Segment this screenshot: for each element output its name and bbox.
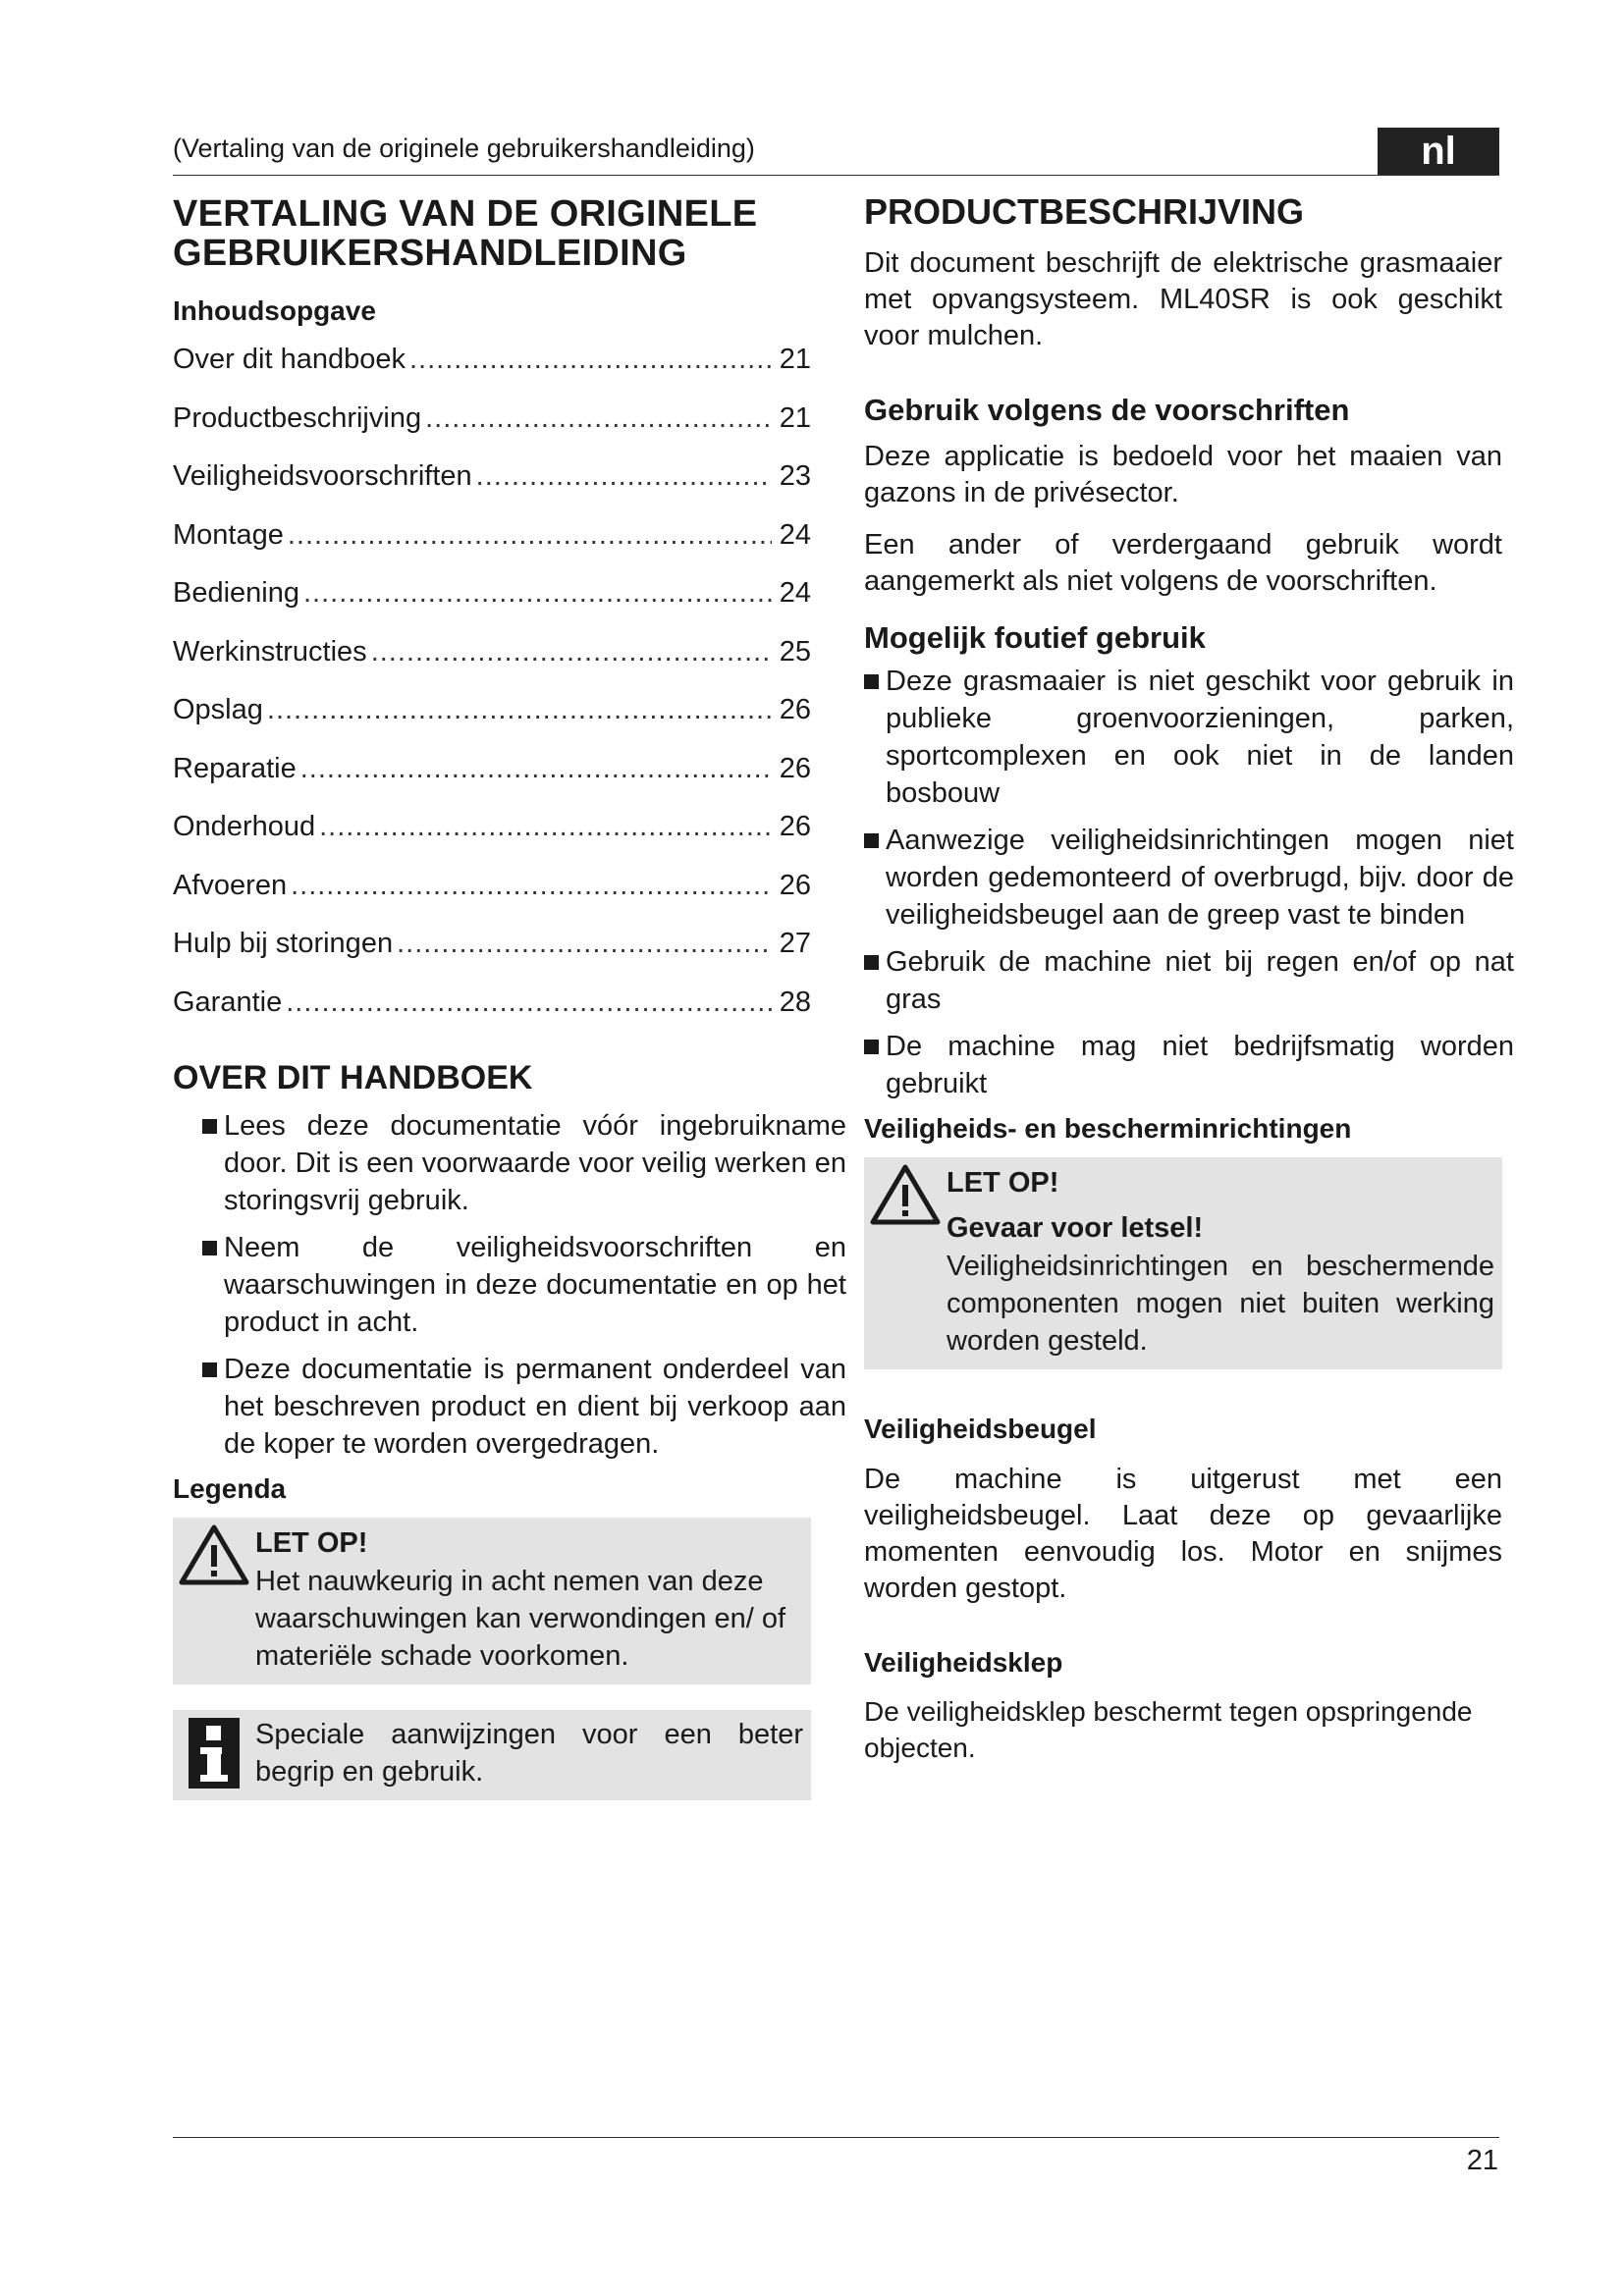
- list-item: Neem de veiligheidsvoorschriften en waarschuwingen in deze documentatie en op het product in acht.: [173, 1229, 846, 1341]
- list-item: Deze grasmaaier is niet geschikt voor gebruik in publieke groenvoorzieningen, parken, sportcomplexen en ook niet in de landen bosbouw: [835, 663, 1514, 812]
- toc-label: Onderhoud: [173, 811, 316, 842]
- language-tab: nl: [1378, 128, 1499, 175]
- toc-page: 21: [779, 344, 811, 375]
- list-item: De machine mag niet bedrijfsmatig worden gebruikt: [835, 1028, 1514, 1102]
- toc-page: 25: [779, 635, 811, 667]
- legend-heading: Legenda: [173, 1473, 287, 1504]
- header-divider: [173, 175, 1499, 176]
- toc-entry: [173, 634, 811, 693]
- toc-label: Werkinstructies: [173, 635, 367, 667]
- safety-warning-box: [864, 1157, 1502, 1369]
- toc-entry: [173, 751, 811, 810]
- safety-flap-text: De veiligheidsklep beschermt tegen opspringende objecten.: [864, 1696, 1473, 1763]
- list-item: Deze documentatie is permanent onderdeel van het beschreven product en dient bij verkoop aan de koper te worden overgedragen.: [173, 1351, 846, 1463]
- page-number: 21: [1466, 2145, 1498, 2176]
- legend-warning-box: [173, 1518, 811, 1684]
- toc-entry: [173, 985, 811, 1043]
- product-heading: PRODUCTBESCHRIJVING: [864, 191, 1305, 232]
- toc-page: 26: [779, 752, 811, 784]
- main-title: VERTALING VAN DE ORIGINELE GEBRUIKERSHANDLEIDING: [173, 193, 758, 274]
- safety-devices-heading: Veiligheids- en bescherminrichtingen: [864, 1113, 1352, 1144]
- toc-label: Montage: [173, 518, 284, 551]
- safety-bar-text: De machine is uitgerust met een veiligheidsbeugel. Laat deze op gevaarlijke momenten eenvoudig los. Motor en snijmes worden gestopt.: [864, 1464, 1502, 1604]
- safety-warning-text: Veiligheidsinrichtingen en beschermende componenten mogen niet buiten werking worden gesteld.: [947, 1251, 1494, 1357]
- right-column: [864, 191, 1514, 1766]
- toc-page: 24: [779, 518, 811, 551]
- legend-warning-text: Het nauwkeurig in acht nemen van deze waarschuwingen kan verwondingen en/ of materiële schade voorkomen.: [255, 1566, 786, 1672]
- list-item: Lees deze documentatie vóór ingebruikname door. Dit is een voorwaarde voor veilig werken en storingsvrij gebruik.: [173, 1107, 846, 1219]
- warning-triangle-icon: [173, 1518, 255, 1684]
- toc-leader-dots: [476, 458, 772, 495]
- toc-heading: Inhoudsopgave: [173, 295, 376, 326]
- toc-leader-dots: [267, 692, 772, 728]
- misuse-bullets: [835, 663, 1514, 1102]
- toc-label: Garantie: [173, 986, 283, 1018]
- toc-leader-dots: [319, 809, 772, 845]
- toc-entry: [173, 575, 811, 634]
- toc-page: 21: [779, 401, 811, 434]
- table-of-contents: [173, 342, 811, 1042]
- toc-page: 23: [779, 460, 811, 492]
- toc-leader-dots: [300, 751, 772, 787]
- toc-entry: [173, 868, 811, 927]
- safety-bar-heading: Veiligheidsbeugel: [864, 1414, 1097, 1444]
- about-heading: OVER DIT HANDBOEK: [173, 1059, 533, 1096]
- toc-leader-dots: [286, 985, 772, 1021]
- info-icon: [173, 1710, 255, 1800]
- warning-triangle-icon: [864, 1157, 947, 1369]
- toc-page: 28: [779, 986, 811, 1018]
- toc-entry: [173, 458, 811, 517]
- safety-warning-title: LET OP!: [947, 1167, 1059, 1199]
- legend-info-box: [173, 1710, 811, 1800]
- toc-leader-dots: [425, 400, 772, 437]
- toc-label: Bediening: [173, 577, 299, 609]
- toc-entry: [173, 517, 811, 576]
- toc-leader-dots: [409, 342, 772, 378]
- toc-leader-dots: [288, 517, 772, 554]
- toc-label: Afvoeren: [173, 869, 288, 901]
- safety-warning-subtitle: Gevaar voor letsel!: [947, 1212, 1204, 1244]
- toc-page: 27: [779, 928, 811, 959]
- toc-entry: [173, 926, 811, 985]
- toc-label: Over dit handboek: [173, 344, 406, 375]
- safety-flap-heading: Veiligheidsklep: [864, 1647, 1063, 1678]
- legend-info-text: Speciale aanwijzingen voor een beter begrip en gebruik.: [255, 1719, 803, 1788]
- toc-entry: [173, 809, 811, 868]
- toc-label: Productbeschrijving: [173, 401, 422, 434]
- toc-entry: [173, 400, 811, 459]
- misuse-heading: Mogelijk foutief gebruik: [864, 620, 1206, 655]
- toc-entry: [173, 692, 811, 751]
- toc-leader-dots: [371, 634, 772, 670]
- intended-use-text-1: Deze applicatie is bedoeld voor het maaien van gazons in de privésector.: [864, 441, 1502, 508]
- legend-warning-title: LET OP!: [255, 1527, 368, 1559]
- toc-page: 26: [779, 811, 811, 842]
- list-item: Gebruik de machine niet bij regen en/of op nat gras: [835, 943, 1514, 1018]
- toc-page: 26: [779, 694, 811, 725]
- toc-page: 26: [779, 869, 811, 901]
- toc-label: Veiligheidsvoorschriften: [173, 460, 472, 492]
- toc-page: 24: [779, 577, 811, 609]
- product-text: Dit document beschrijft de elektrische grasmaaier met opvangsysteem. ML40SR is ook geschikt voor mulchen.: [864, 247, 1502, 351]
- toc-leader-dots: [303, 575, 772, 612]
- toc-leader-dots: [397, 926, 772, 962]
- toc-label: Reparatie: [173, 752, 297, 784]
- intended-use-heading: Gebruik volgens de voorschriften: [864, 393, 1350, 427]
- left-column: [173, 192, 846, 1800]
- toc-entry: [173, 342, 811, 400]
- toc-label: Opslag: [173, 694, 263, 725]
- toc-leader-dots: [291, 868, 772, 904]
- running-header: (Vertaling van de originele gebruikershandleiding): [173, 133, 755, 163]
- toc-label: Hulp bij storingen: [173, 928, 394, 959]
- intended-use-text-2: Een ander of verdergaand gebruik wordt aangemerkt als niet volgens de voorschriften.: [864, 529, 1502, 597]
- list-item: Aanwezige veiligheidsinrichtingen mogen niet worden gedemonteerd of overbrugd, bijv. door de veiligheidsbeugel aan de greep vast te binden: [835, 822, 1514, 934]
- footer-divider: [173, 2137, 1499, 2138]
- about-bullets: [173, 1107, 846, 1463]
